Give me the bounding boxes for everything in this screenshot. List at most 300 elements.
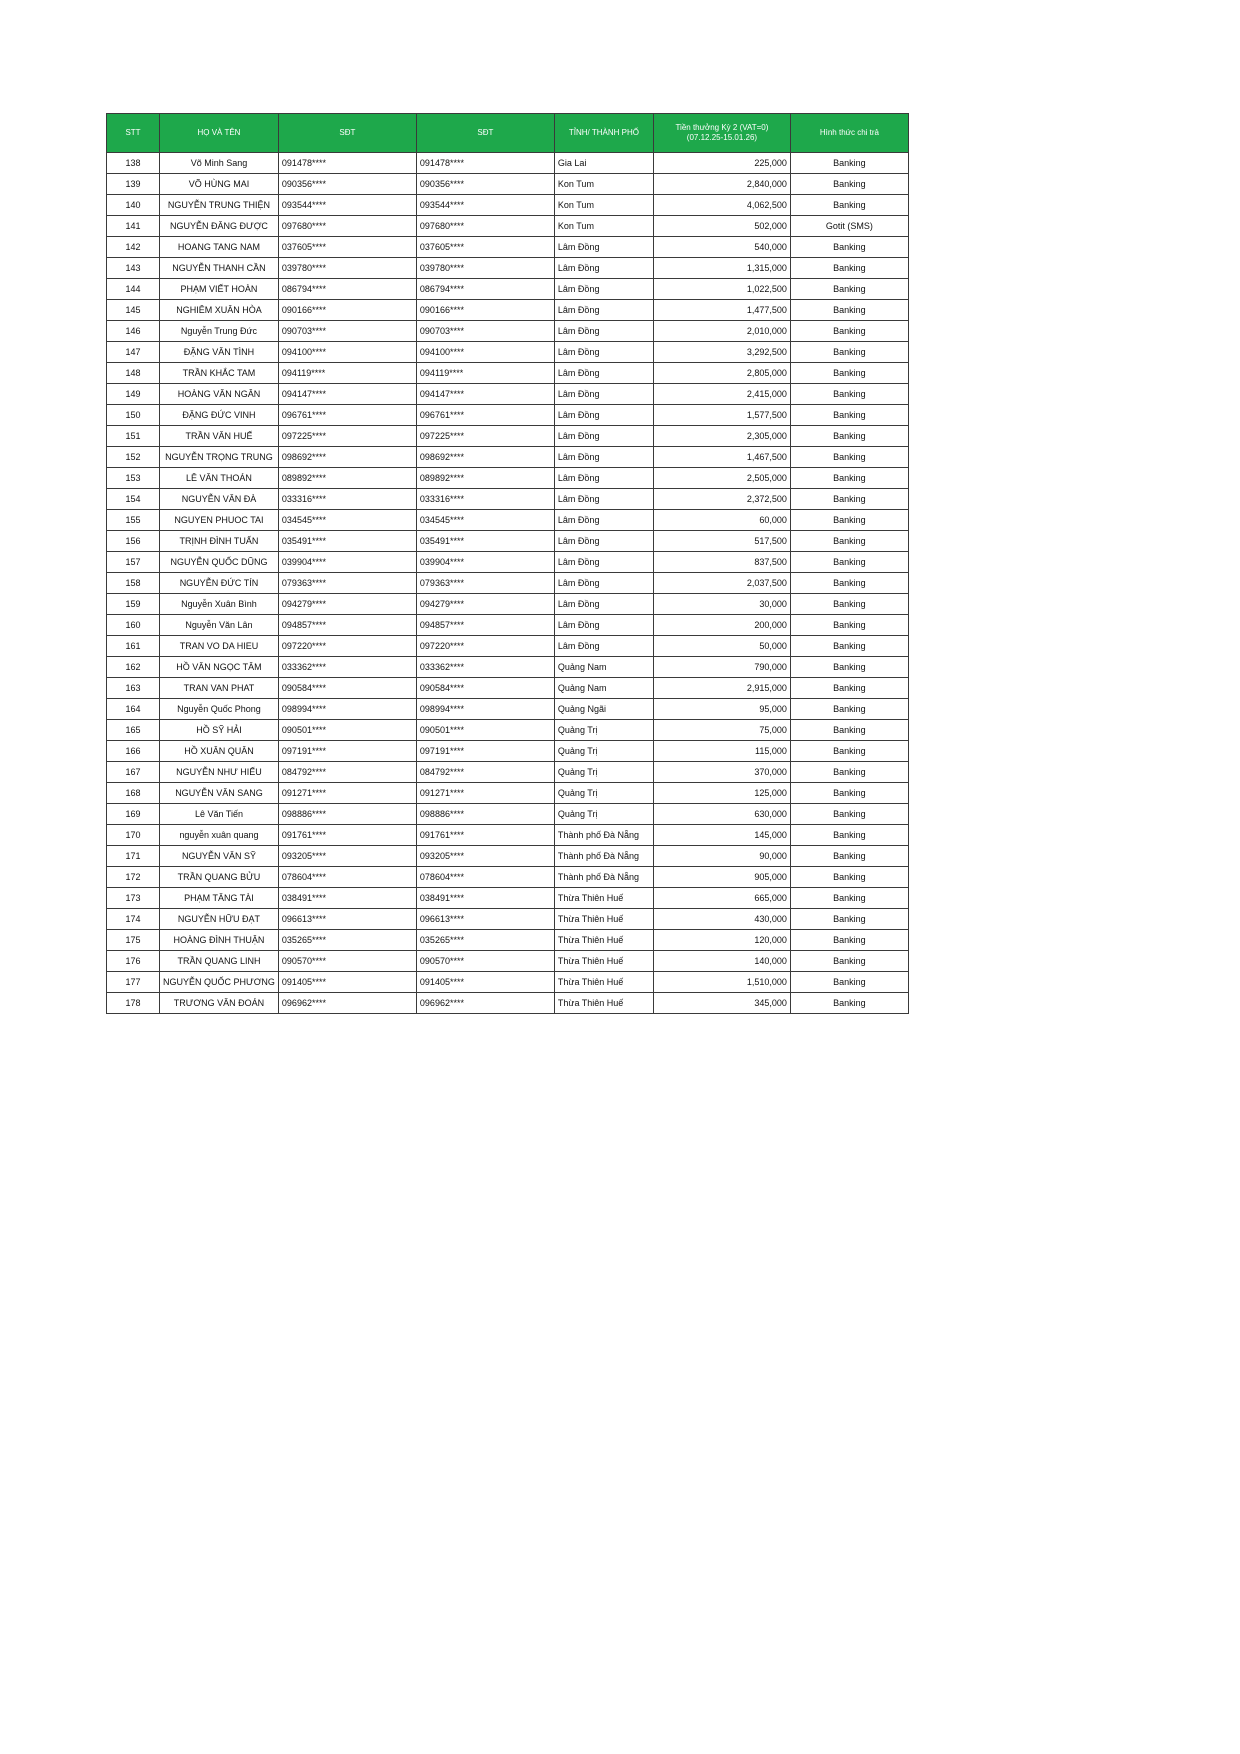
cell-stt: 168 xyxy=(107,783,160,804)
cell-reward: 630,000 xyxy=(653,804,790,825)
cell-stt: 170 xyxy=(107,825,160,846)
cell-sdt-2: 086794**** xyxy=(416,279,554,300)
cell-sdt-1: 034545**** xyxy=(278,510,416,531)
cell-sdt-1: 090584**** xyxy=(278,678,416,699)
cell-reward: 115,000 xyxy=(653,741,790,762)
cell-payment: Banking xyxy=(790,657,908,678)
cell-province: Lâm Đồng xyxy=(554,468,653,489)
table-row xyxy=(107,279,909,300)
cell-sdt-1: 098886**** xyxy=(278,804,416,825)
cell-sdt-2: 091761**** xyxy=(416,825,554,846)
table-row xyxy=(107,972,909,993)
cell-sdt-1: 097680**** xyxy=(278,216,416,237)
cell-sdt-2: 094857**** xyxy=(416,615,554,636)
cell-sdt-2: 035265**** xyxy=(416,930,554,951)
cell-reward: 225,000 xyxy=(653,153,790,174)
cell-sdt-1: 037605**** xyxy=(278,237,416,258)
table-row xyxy=(107,699,909,720)
cell-sdt-1: 090166**** xyxy=(278,300,416,321)
cell-sdt-2: 093544**** xyxy=(416,195,554,216)
cell-province: Kon Tum xyxy=(554,216,653,237)
table-row xyxy=(107,195,909,216)
cell-sdt-2: 090501**** xyxy=(416,720,554,741)
cell-reward: 1,022,500 xyxy=(653,279,790,300)
cell-payment: Banking xyxy=(790,741,908,762)
cell-payment: Banking xyxy=(790,573,908,594)
cell-name: Lê Văn Tiến xyxy=(160,804,279,825)
cell-stt: 163 xyxy=(107,678,160,699)
cell-payment: Banking xyxy=(790,195,908,216)
cell-reward: 790,000 xyxy=(653,657,790,678)
cell-sdt-2: 096761**** xyxy=(416,405,554,426)
cell-sdt-1: 090501**** xyxy=(278,720,416,741)
header-payment: Hình thức chi trả xyxy=(790,114,908,153)
cell-name: NGUYỄN QUỐC DŨNG xyxy=(160,552,279,573)
table-row xyxy=(107,720,909,741)
cell-sdt-1: 097220**** xyxy=(278,636,416,657)
table-row xyxy=(107,384,909,405)
cell-province: Thừa Thiên Huế xyxy=(554,930,653,951)
cell-payment: Banking xyxy=(790,363,908,384)
cell-stt: 149 xyxy=(107,384,160,405)
table-row xyxy=(107,909,909,930)
table-row xyxy=(107,951,909,972)
cell-reward: 430,000 xyxy=(653,909,790,930)
cell-sdt-2: 084792**** xyxy=(416,762,554,783)
cell-reward: 95,000 xyxy=(653,699,790,720)
cell-reward: 1,510,000 xyxy=(653,972,790,993)
cell-province: Lâm Đồng xyxy=(554,573,653,594)
cell-sdt-2: 093205**** xyxy=(416,846,554,867)
cell-payment: Banking xyxy=(790,342,908,363)
cell-stt: 154 xyxy=(107,489,160,510)
cell-sdt-1: 038491**** xyxy=(278,888,416,909)
cell-province: Lâm Đồng xyxy=(554,279,653,300)
cell-sdt-1: 094119**** xyxy=(278,363,416,384)
table-row xyxy=(107,762,909,783)
cell-sdt-2: 090703**** xyxy=(416,321,554,342)
table-row xyxy=(107,846,909,867)
cell-province: Quảng Ngãi xyxy=(554,699,653,720)
cell-stt: 172 xyxy=(107,867,160,888)
table-row xyxy=(107,363,909,384)
cell-sdt-1: 079363**** xyxy=(278,573,416,594)
cell-stt: 139 xyxy=(107,174,160,195)
cell-sdt-1: 093544**** xyxy=(278,195,416,216)
cell-sdt-1: 090703**** xyxy=(278,321,416,342)
cell-name: TRAN VO DA HIEU xyxy=(160,636,279,657)
cell-province: Thừa Thiên Huế xyxy=(554,909,653,930)
cell-sdt-1: 084792**** xyxy=(278,762,416,783)
cell-name: HỒ VĂN NGỌC TÂM xyxy=(160,657,279,678)
cell-payment: Banking xyxy=(790,678,908,699)
table-row xyxy=(107,888,909,909)
cell-name: PHẠM TĂNG TÀI xyxy=(160,888,279,909)
cell-payment: Banking xyxy=(790,699,908,720)
cell-name: NGUYEN PHUOC TAI xyxy=(160,510,279,531)
cell-stt: 148 xyxy=(107,363,160,384)
cell-payment: Banking xyxy=(790,174,908,195)
cell-stt: 158 xyxy=(107,573,160,594)
cell-province: Quảng Trị xyxy=(554,804,653,825)
cell-sdt-2: 097225**** xyxy=(416,426,554,447)
cell-province: Lâm Đồng xyxy=(554,300,653,321)
table-body xyxy=(107,153,909,1014)
cell-sdt-2: 039780**** xyxy=(416,258,554,279)
cell-reward: 345,000 xyxy=(653,993,790,1014)
cell-payment: Banking xyxy=(790,300,908,321)
cell-payment: Banking xyxy=(790,993,908,1014)
cell-province: Lâm Đồng xyxy=(554,426,653,447)
cell-stt: 159 xyxy=(107,594,160,615)
cell-province: Lâm Đồng xyxy=(554,237,653,258)
table-row xyxy=(107,258,909,279)
cell-sdt-1: 094857**** xyxy=(278,615,416,636)
cell-name: HỒ SỸ HẢI xyxy=(160,720,279,741)
cell-sdt-1: 091271**** xyxy=(278,783,416,804)
cell-name: NGUYỄN QUỐC PHƯƠNG xyxy=(160,972,279,993)
table-header xyxy=(107,114,909,153)
cell-name: NGUYỄN VĂN ĐÀ xyxy=(160,489,279,510)
table-row xyxy=(107,594,909,615)
cell-payment: Banking xyxy=(790,930,908,951)
cell-sdt-2: 034545**** xyxy=(416,510,554,531)
header-name: HỌ VÀ TÊN xyxy=(160,114,279,153)
cell-province: Thành phố Đà Nẵng xyxy=(554,867,653,888)
cell-sdt-2: 096962**** xyxy=(416,993,554,1014)
cell-sdt-2: 039904**** xyxy=(416,552,554,573)
table-row xyxy=(107,678,909,699)
cell-stt: 145 xyxy=(107,300,160,321)
cell-stt: 176 xyxy=(107,951,160,972)
cell-sdt-1: 035265**** xyxy=(278,930,416,951)
cell-reward: 140,000 xyxy=(653,951,790,972)
cell-name: TRẦN QUANG LINH xyxy=(160,951,279,972)
cell-payment: Banking xyxy=(790,552,908,573)
cell-sdt-1: 097191**** xyxy=(278,741,416,762)
cell-name: TRẦN KHẮC TAM xyxy=(160,363,279,384)
table-row xyxy=(107,216,909,237)
cell-sdt-2: 094100**** xyxy=(416,342,554,363)
cell-payment: Banking xyxy=(790,804,908,825)
cell-province: Lâm Đồng xyxy=(554,489,653,510)
cell-sdt-2: 090584**** xyxy=(416,678,554,699)
cell-stt: 175 xyxy=(107,930,160,951)
cell-province: Quảng Nam xyxy=(554,657,653,678)
header-row xyxy=(107,114,909,153)
table-row xyxy=(107,552,909,573)
cell-province: Lâm Đồng xyxy=(554,594,653,615)
cell-province: Thừa Thiên Huế xyxy=(554,951,653,972)
cell-reward: 145,000 xyxy=(653,825,790,846)
cell-sdt-1: 039780**** xyxy=(278,258,416,279)
cell-name: VÕ HÙNG MAI xyxy=(160,174,279,195)
cell-sdt-1: 091761**** xyxy=(278,825,416,846)
cell-payment: Banking xyxy=(790,237,908,258)
cell-name: NGHIÊM XUÂN HÒA xyxy=(160,300,279,321)
cell-sdt-2: 097220**** xyxy=(416,636,554,657)
cell-reward: 665,000 xyxy=(653,888,790,909)
cell-payment: Banking xyxy=(790,594,908,615)
cell-sdt-1: 033362**** xyxy=(278,657,416,678)
table-row xyxy=(107,300,909,321)
cell-stt: 162 xyxy=(107,657,160,678)
cell-province: Quảng Trị xyxy=(554,762,653,783)
table-row xyxy=(107,993,909,1014)
cell-province: Lâm Đồng xyxy=(554,321,653,342)
table-row xyxy=(107,783,909,804)
cell-payment: Banking xyxy=(790,426,908,447)
cell-name: NGUYỄN VĂN SỸ xyxy=(160,846,279,867)
cell-province: Thừa Thiên Huế xyxy=(554,993,653,1014)
cell-payment: Gotit (SMS) xyxy=(790,216,908,237)
cell-stt: 142 xyxy=(107,237,160,258)
cell-province: Quảng Nam xyxy=(554,678,653,699)
cell-payment: Banking xyxy=(790,867,908,888)
cell-sdt-2: 090356**** xyxy=(416,174,554,195)
header-sdt-2: SĐT xyxy=(416,114,554,153)
cell-stt: 144 xyxy=(107,279,160,300)
cell-payment: Banking xyxy=(790,531,908,552)
cell-province: Thừa Thiên Huế xyxy=(554,972,653,993)
cell-payment: Banking xyxy=(790,888,908,909)
cell-province: Quảng Trị xyxy=(554,783,653,804)
cell-payment: Banking xyxy=(790,321,908,342)
reward-table xyxy=(106,113,909,1014)
cell-payment: Banking xyxy=(790,909,908,930)
table-row xyxy=(107,447,909,468)
cell-sdt-1: 094147**** xyxy=(278,384,416,405)
cell-name: TRẦN VĂN HUẾ xyxy=(160,426,279,447)
cell-reward: 2,840,000 xyxy=(653,174,790,195)
cell-reward: 2,037,500 xyxy=(653,573,790,594)
cell-province: Gia Lai xyxy=(554,153,653,174)
cell-reward: 2,305,000 xyxy=(653,426,790,447)
cell-payment: Banking xyxy=(790,153,908,174)
cell-sdt-1: 091478**** xyxy=(278,153,416,174)
cell-sdt-2: 078604**** xyxy=(416,867,554,888)
cell-name: NGUYỄN VĂN SANG xyxy=(160,783,279,804)
cell-sdt-1: 098994**** xyxy=(278,699,416,720)
cell-reward: 837,500 xyxy=(653,552,790,573)
cell-payment: Banking xyxy=(790,489,908,510)
cell-name: NGUYỄN TRUNG THIỆN xyxy=(160,195,279,216)
cell-sdt-2: 091271**** xyxy=(416,783,554,804)
table-row xyxy=(107,405,909,426)
cell-payment: Banking xyxy=(790,279,908,300)
cell-sdt-2: 033316**** xyxy=(416,489,554,510)
cell-stt: 143 xyxy=(107,258,160,279)
cell-name: NGUYỄN THANH CẦN xyxy=(160,258,279,279)
cell-stt: 165 xyxy=(107,720,160,741)
cell-sdt-1: 086794**** xyxy=(278,279,416,300)
cell-sdt-2: 091478**** xyxy=(416,153,554,174)
cell-province: Lâm Đồng xyxy=(554,384,653,405)
cell-sdt-2: 089892**** xyxy=(416,468,554,489)
cell-name: HOÀNG ĐÌNH THUẬN xyxy=(160,930,279,951)
cell-name: LÊ VĂN THOÁN xyxy=(160,468,279,489)
cell-payment: Banking xyxy=(790,783,908,804)
cell-sdt-2: 090570**** xyxy=(416,951,554,972)
cell-stt: 151 xyxy=(107,426,160,447)
cell-sdt-2: 037605**** xyxy=(416,237,554,258)
cell-reward: 2,805,000 xyxy=(653,363,790,384)
table-row xyxy=(107,531,909,552)
cell-name: TRƯƠNG VĂN ĐOÁN xyxy=(160,993,279,1014)
cell-sdt-2: 094119**** xyxy=(416,363,554,384)
cell-province: Lâm Đồng xyxy=(554,552,653,573)
cell-sdt-2: 079363**** xyxy=(416,573,554,594)
cell-province: Quảng Trị xyxy=(554,741,653,762)
cell-province: Lâm Đồng xyxy=(554,510,653,531)
cell-name: NGUYỄN ĐĂNG ĐƯỢC xyxy=(160,216,279,237)
cell-reward: 2,372,500 xyxy=(653,489,790,510)
table-row xyxy=(107,636,909,657)
cell-payment: Banking xyxy=(790,447,908,468)
cell-payment: Banking xyxy=(790,510,908,531)
header-province: TỈNH/ THÀNH PHỐ xyxy=(554,114,653,153)
cell-stt: 169 xyxy=(107,804,160,825)
cell-reward: 1,477,500 xyxy=(653,300,790,321)
cell-sdt-1: 094279**** xyxy=(278,594,416,615)
cell-sdt-1: 033316**** xyxy=(278,489,416,510)
table-row xyxy=(107,615,909,636)
cell-name: NGUYỄN TRỌNG TRUNG xyxy=(160,447,279,468)
cell-stt: 160 xyxy=(107,615,160,636)
cell-sdt-1: 094100**** xyxy=(278,342,416,363)
cell-sdt-2: 094279**** xyxy=(416,594,554,615)
cell-province: Kon Tum xyxy=(554,195,653,216)
cell-sdt-2: 033362**** xyxy=(416,657,554,678)
cell-name: Võ Minh Sang xyxy=(160,153,279,174)
cell-stt: 138 xyxy=(107,153,160,174)
cell-stt: 161 xyxy=(107,636,160,657)
cell-sdt-2: 091405**** xyxy=(416,972,554,993)
cell-name: PHẠM VIẾT HOÀN xyxy=(160,279,279,300)
table-row xyxy=(107,741,909,762)
cell-stt: 150 xyxy=(107,405,160,426)
header-reward-line-2: (07.12.25-15.01.26) xyxy=(686,133,758,142)
cell-payment: Banking xyxy=(790,384,908,405)
cell-sdt-1: 078604**** xyxy=(278,867,416,888)
cell-sdt-1: 096761**** xyxy=(278,405,416,426)
cell-reward: 370,000 xyxy=(653,762,790,783)
cell-sdt-1: 098692**** xyxy=(278,447,416,468)
table-row xyxy=(107,573,909,594)
cell-stt: 152 xyxy=(107,447,160,468)
cell-sdt-1: 089892**** xyxy=(278,468,416,489)
cell-province: Kon Tum xyxy=(554,174,653,195)
cell-sdt-1: 096962**** xyxy=(278,993,416,1014)
cell-reward: 120,000 xyxy=(653,930,790,951)
cell-province: Thành phố Đà Nẵng xyxy=(554,825,653,846)
header-sdt-1: SĐT xyxy=(278,114,416,153)
table-row xyxy=(107,342,909,363)
cell-stt: 173 xyxy=(107,888,160,909)
cell-reward: 3,292,500 xyxy=(653,342,790,363)
cell-stt: 155 xyxy=(107,510,160,531)
cell-reward: 1,467,500 xyxy=(653,447,790,468)
cell-sdt-1: 091405**** xyxy=(278,972,416,993)
cell-province: Lâm Đồng xyxy=(554,531,653,552)
cell-province: Lâm Đồng xyxy=(554,363,653,384)
header-reward xyxy=(653,114,790,153)
cell-reward: 502,000 xyxy=(653,216,790,237)
table-row xyxy=(107,153,909,174)
cell-payment: Banking xyxy=(790,951,908,972)
cell-sdt-2: 097191**** xyxy=(416,741,554,762)
cell-reward: 125,000 xyxy=(653,783,790,804)
cell-reward: 60,000 xyxy=(653,510,790,531)
cell-sdt-1: 096613**** xyxy=(278,909,416,930)
table-row xyxy=(107,930,909,951)
cell-reward: 4,062,500 xyxy=(653,195,790,216)
cell-payment: Banking xyxy=(790,468,908,489)
cell-sdt-1: 090570**** xyxy=(278,951,416,972)
cell-name: ĐẶNG ĐỨC VINH xyxy=(160,405,279,426)
cell-payment: Banking xyxy=(790,258,908,279)
cell-stt: 141 xyxy=(107,216,160,237)
table-row xyxy=(107,657,909,678)
cell-province: Quảng Trị xyxy=(554,720,653,741)
cell-name: NGUYỄN ĐỨC TÍN xyxy=(160,573,279,594)
cell-name: TRỊNH ĐÌNH TUẤN xyxy=(160,531,279,552)
cell-sdt-2: 038491**** xyxy=(416,888,554,909)
table-row xyxy=(107,174,909,195)
table-row xyxy=(107,321,909,342)
cell-reward: 1,577,500 xyxy=(653,405,790,426)
table-row xyxy=(107,867,909,888)
cell-payment: Banking xyxy=(790,405,908,426)
cell-reward: 540,000 xyxy=(653,237,790,258)
cell-name: HOANG TANG NAM xyxy=(160,237,279,258)
cell-sdt-1: 039904**** xyxy=(278,552,416,573)
cell-sdt-1: 097225**** xyxy=(278,426,416,447)
cell-payment: Banking xyxy=(790,762,908,783)
cell-sdt-2: 097680**** xyxy=(416,216,554,237)
table-row xyxy=(107,804,909,825)
cell-stt: 147 xyxy=(107,342,160,363)
cell-name: NGUYỄN HỮU ĐẠT xyxy=(160,909,279,930)
cell-stt: 164 xyxy=(107,699,160,720)
cell-stt: 153 xyxy=(107,468,160,489)
cell-name: NGUYỄN NHƯ HIẾU xyxy=(160,762,279,783)
cell-reward: 1,315,000 xyxy=(653,258,790,279)
cell-reward: 90,000 xyxy=(653,846,790,867)
cell-sdt-2: 035491**** xyxy=(416,531,554,552)
cell-sdt-1: 035491**** xyxy=(278,531,416,552)
cell-reward: 517,500 xyxy=(653,531,790,552)
cell-sdt-2: 098994**** xyxy=(416,699,554,720)
cell-name: ĐẶNG VĂN TÌNH xyxy=(160,342,279,363)
cell-stt: 166 xyxy=(107,741,160,762)
cell-sdt-2: 098886**** xyxy=(416,804,554,825)
cell-province: Lâm Đồng xyxy=(554,258,653,279)
cell-stt: 174 xyxy=(107,909,160,930)
cell-name: HOÀNG VĂN NGÂN xyxy=(160,384,279,405)
cell-province: Thành phố Đà Nẵng xyxy=(554,846,653,867)
cell-province: Lâm Đồng xyxy=(554,447,653,468)
header-stt: STT xyxy=(107,114,160,153)
table-row xyxy=(107,426,909,447)
cell-province: Lâm Đồng xyxy=(554,636,653,657)
table-row xyxy=(107,468,909,489)
cell-payment: Banking xyxy=(790,846,908,867)
cell-payment: Banking xyxy=(790,972,908,993)
cell-sdt-2: 098692**** xyxy=(416,447,554,468)
cell-sdt-2: 096613**** xyxy=(416,909,554,930)
cell-sdt-1: 090356**** xyxy=(278,174,416,195)
